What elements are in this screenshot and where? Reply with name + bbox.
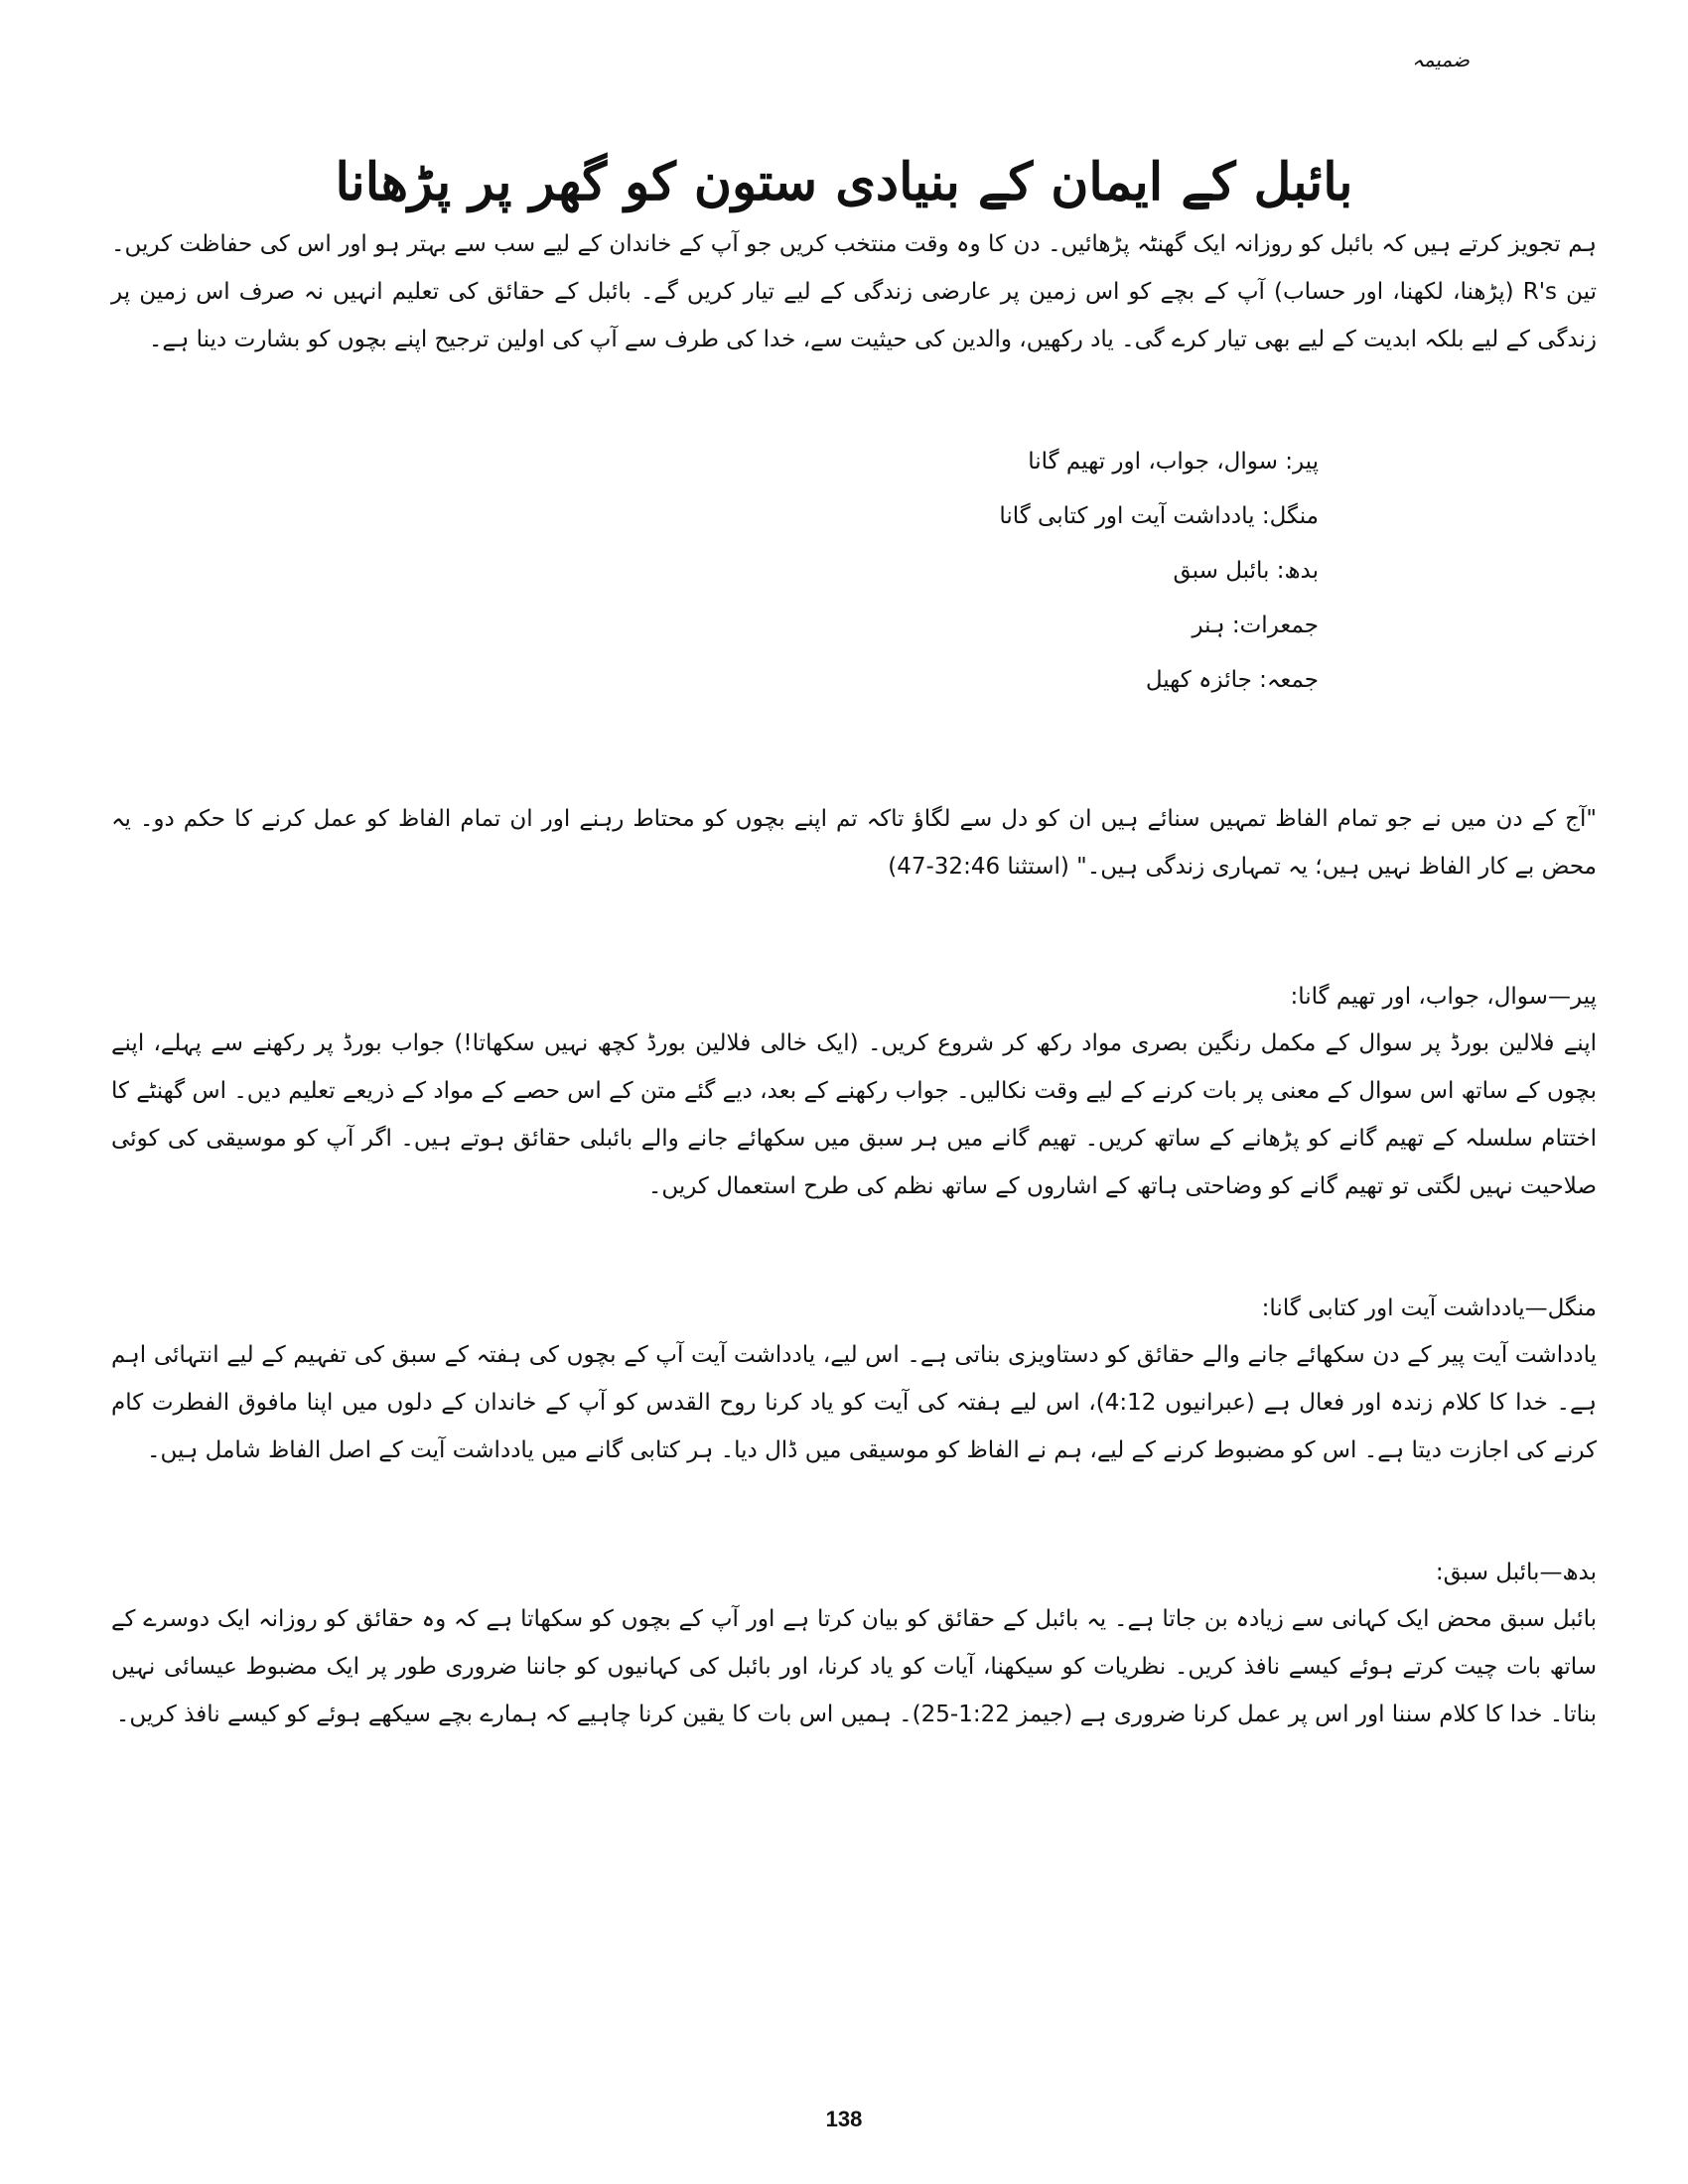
section-heading: بدھ—بائبل سبق:: [1435, 1560, 1597, 1585]
schedule-item-wednesday: بدھ: بائبل سبق: [1173, 558, 1319, 584]
schedule-item-tuesday: منگل: یادداشت آیت اور کتابی گانا: [999, 503, 1319, 529]
section-monday: [111, 974, 1597, 1210]
section-heading: منگل—یادداشت آیت اور کتابی گانا:: [1261, 1296, 1597, 1321]
page-number: 138: [825, 2107, 863, 2131]
section-body: اپنے فلالین بورڈ پر سوال کے مکمل رنگین بصری مواد رکھ کر شروع کریں۔ (ایک خالی فلالین بورڈ کچھ نہیں سکھاتا!) جواب بورڈ پر رکھنے سے پہلے، اپنے بچوں کے ساتھ اس سوال کے معنی پر بات کرنے کے لیے وقت نکالیں۔ جواب رکھنے کے بعد، دیے گئے متن کے اس حصے کے مواد کے ذریعے تعلیم دیں۔ اس گھنٹے کا اختتام سلسلہ کے تھیم گانے کو پڑھانے کے ساتھ کریں۔ تھیم گانے میں ہر سبق میں سکھائے جانے والے بائبلی حقائق ہوتے ہیں۔ اگر آپ کو موسیقی کی کوئی صلاحیت نہیں لگتی تو تھیم گانے کو وضاحتی ہاتھ کے اشاروں کے ساتھ نظم کی طرح استعمال کریں۔: [111, 1030, 1597, 1199]
page-title: بائبل کے ایمان کے بنیادی ستون کو گھر پر پڑھانا: [335, 151, 1353, 212]
section-body: یادداشت آیت پیر کے دن سکھائے جانے والے حقائق کو دستاویزی بناتی ہے۔ اس لیے، یادداشت آیت آپ کے بچوں کی ہفتہ کے سبق کی تفہیم کے لیے انتہائی اہم ہے۔ خدا کا کلام زندہ اور فعال ہے (عبرانیوں 4:12)، اس لیے ہفتہ کی آیت کو یاد کرنا روح القدس کو آپ کے خاندان کے دلوں میں اپنا مافوق الفطرت کام کرنے کی اجازت دیتا ہے۔ اس کو مضبوط کرنے کے لیے، ہم نے الفاظ کو موسیقی میں ڈال دیا۔ ہر کتابی گانے میں یادداشت آیت کے اصل الفاظ شامل ہیں۔: [111, 1342, 1597, 1463]
schedule-item-friday: جمعہ: جائزہ کھیل: [1145, 667, 1319, 693]
appendix-label: ضمیمہ: [1412, 48, 1470, 71]
page-content: [111, 220, 1597, 1814]
scripture-quote: "آج کے دن میں نے جو تمام الفاظ تمہیں سنائے ہیں ان کو دل سے لگاؤ تاکہ تم اپنے بچوں کو محتاط رہنے اور ان تمام الفاظ کو عمل کرنے کا حکم دو۔ یہ محض بے کار الفاظ نہیں ہیں؛ یہ تمہاری زندگی ہیں۔" (استثنا 32:46-47): [111, 806, 1597, 880]
section-heading: پیر—سوال، جواب، اور تھیم گانا:: [1290, 984, 1597, 1010]
intro-paragraph: ہم تجویز کرتے ہیں کہ بائبل کو روزانہ ایک گھنٹہ پڑھائیں۔ دن کا وہ وقت منتخب کریں جو آپ کے خاندان کے لیے سب سے بہتر ہو اور اس کی حفاظت کریں۔ تین R's (پڑھنا، لکھنا، اور حساب) آپ کے بچے کو اس زمین پر عارضی زندگی کے لیے تیار کریں گے۔ بائبل کے حقائق کی تعلیم انہیں نہ صرف اس زمین پر زندگی کے لیے بلکہ ابدیت کے لیے بھی تیار کرے گی۔ یاد رکھیں، والدین کی حیثیت سے، خدا کی طرف سے آپ کی اولین ترجیح اپنے بچوں کو بشارت دینا ہے۔: [111, 231, 1597, 352]
schedule-item-monday: پیر: سوال، جواب، اور تھیم گانا: [1028, 449, 1319, 475]
section-wednesday: [111, 1550, 1597, 1738]
section-tuesday: [111, 1286, 1597, 1474]
weekly-schedule: [111, 435, 1597, 708]
section-body: بائبل سبق محض ایک کہانی سے زیادہ بن جاتا ہے۔ یہ بائبل کے حقائق کو بیان کرتا ہے اور آپ کے بچوں کو سکھاتا ہے کہ وہ حقائق کو روزانہ ایک دوسرے کے ساتھ بات چیت کرتے ہوئے کیسے نافذ کریں۔ نظریات کو سیکھنا، آیات کو یاد کرنا، اور بائبل کی کہانیوں کو جاننا ضروری طور پر ایک مضبوط عیسائی نہیں بناتا۔ خدا کا کلام سننا اور اس پر عمل کرنا ضروری ہے (جیمز 1:22-25)۔ ہمیں اس بات کا یقین کرنا چاہیے کہ ہمارے بچے سیکھے ہوئے کو کیسے نافذ کریں۔: [111, 1606, 1597, 1727]
schedule-item-thursday: جمعرات: ہنر: [1192, 613, 1319, 638]
